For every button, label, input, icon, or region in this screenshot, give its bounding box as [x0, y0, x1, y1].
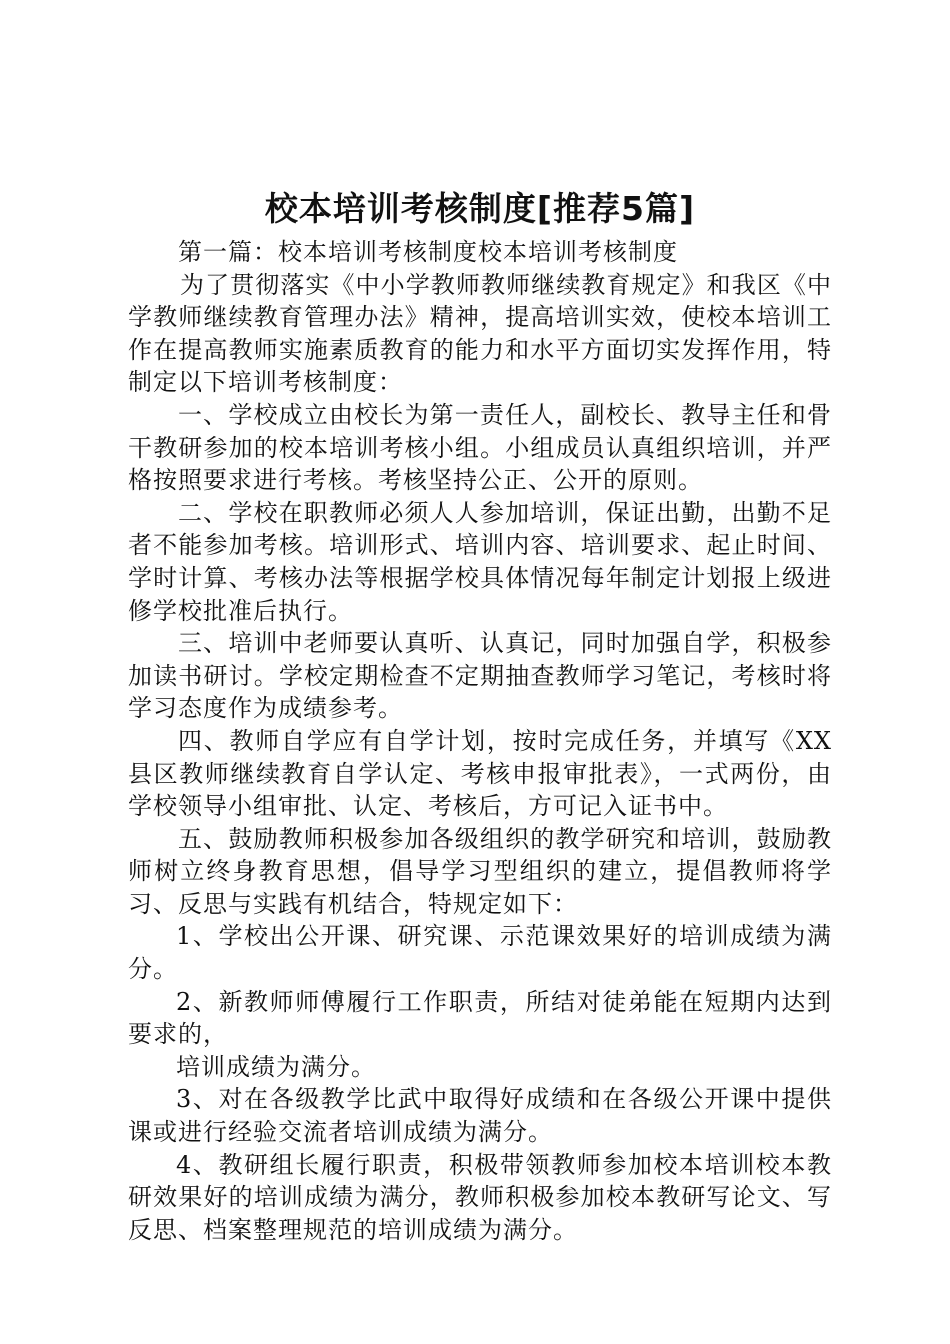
list-item-1: 1、学校出公开课、研究课、示范课效果好的培训成绩为满分。: [128, 922, 832, 984]
document-page: [128, 186, 832, 1246]
paragraph-rule-4: 四、教师自学应有自学计划，按时完成任务，并填写《XX县区教师继续教育自学认定、考核申报审批表》，一式两份，由学校领导小组审批、认定、考核后，方可记入证书中。: [128, 726, 832, 821]
list-item-2: 2、新教师师傅履行工作职责，所结对徒弟能在短期内达到要求的，: [128, 987, 832, 1049]
document-title: 校本培训考核制度[推荐5篇]: [264, 189, 696, 228]
paragraph-rule-2: 二、学校在职教师必须人人参加培训，保证出勤，出勤不足者不能参加考核。培训形式、培训内容、培训要求、起止时间、学时计算、考核办法等根据学校具体情况每年制定计划报上级进修学校批准后执行。: [128, 498, 832, 625]
paragraph-rule-1: 一、学校成立由校长为第一责任人，副校长、教导主任和骨干教研参加的校本培训考核小组。小组成员认真组织培训，并严格按照要求进行考核。考核坚持公正、公开的原则。: [128, 400, 832, 495]
paragraph-rule-3: 三、培训中老师要认真听、认真记，同时加强自学，积极参加读书研讨。学校定期检查不定期抽查教师学习笔记，考核时将学习态度作为成绩参考。: [128, 629, 832, 723]
list-item-2-continued: 培训成绩为满分。: [176, 1052, 376, 1081]
section-heading: 第一篇：校本培训考核制度校本培训考核制度: [178, 238, 678, 266]
list-item-4: 4、教研组长履行职责，积极带领教师参加校本培训校本教研效果好的培训成绩为满分，教师积极参加校本教研写论文、写反思、档案整理规范的培训成绩为满分。: [128, 1150, 832, 1244]
paragraph-rule-5: 五、鼓励教师积极参加各级组织的教学研究和培训，鼓励教师树立终身教育思想，倡导学习型组织的建立，提倡教师将学习、反思与实践有机结合，特规定如下：: [128, 824, 832, 918]
paragraph-intro: 为了贯彻落实《中小学教师教师继续教育规定》和我区《中学教师继续教育管理办法》精神，提高培训实效，使校本培训工作在提高教师实施素质教育的能力和水平方面切实发挥作用，特制定以下培训考核制度：: [128, 270, 832, 397]
list-item-3: 3、对在各级教学比武中取得好成绩和在各级公开课中提供课或进行经验交流者培训成绩为满分。: [128, 1085, 832, 1147]
